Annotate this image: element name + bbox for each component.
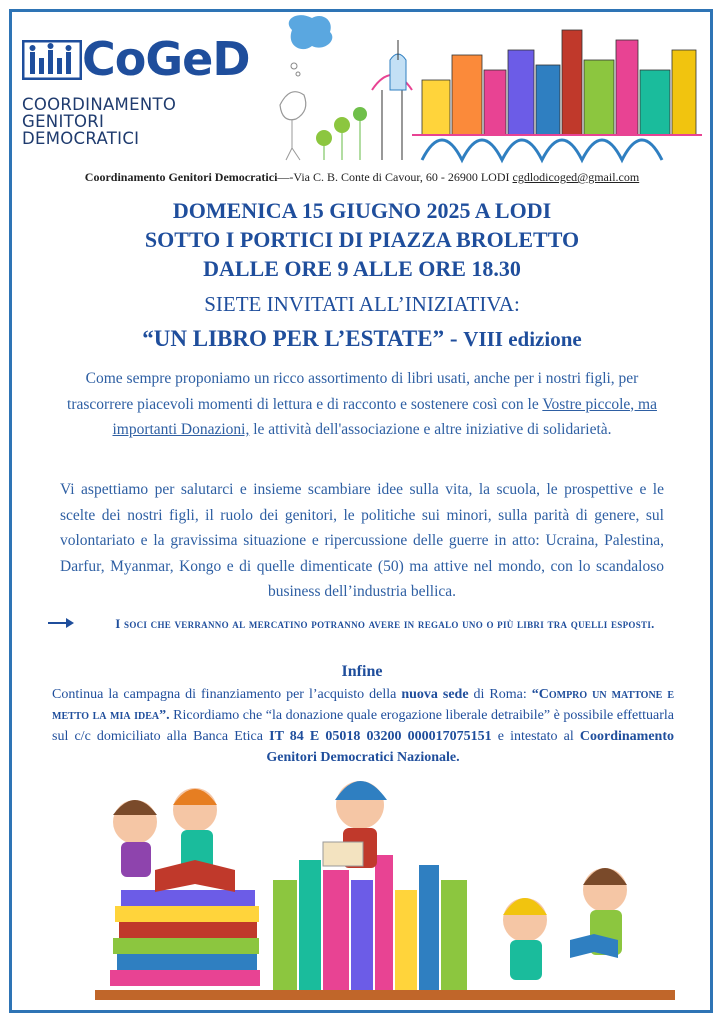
kids-reading-illustration [85,770,685,1010]
paragraph-topics: Vi aspettiamo per salutarci e insieme scambiare idee sulla vita, la scuola, le prospettive e le scelte dei nostri figli, il ruolo dei genitori, le politiche sui minori, sulla parità di genere, sul volontariato e la gravissima situazione e ripercussione delle guerre in atto: Ucraina, Palestina, Darfur, Myanmar, Kongo e di quelle dimenticate (50) ma attive nel mondo, con lo scandaloso business dell’industria bellica. [60,481,664,600]
headline-time: DALLE ORE 9 ALLE ORE 18.30 [203,256,521,281]
paragraph-funding: Continua la campagna di finanziamento per l’acquisto della nuova sede di Roma: “Compro un mattone e metto la mia idea”. Ricordiamo che “la donazione quale erogazione liberale detraibile” è possibile effettuarla sul c/c domiciliato alla Banca Etica IT 84 E 05018 03200 000017075151 e intestato al Coordinamento Genitori Democratici Nazionale. [52,687,675,765]
paragraph-intro: Come sempre proponiamo un ricco assortimento di libri usati, anche per i nostri figli, per trascorrere piacevoli momenti di lettura e di racconto e sostenere così con le Vostre piccole, ma importanti Donazioni, le attività dell'associazione e altre iniziative di solidarietà. [67,370,657,438]
invite-line: SIETE INVITATI ALL’INIZIATIVA: [204,292,520,316]
city-drawing-illustration [272,10,712,168]
email-link[interactable]: cgdlodicoged@gmail.com [512,170,640,184]
event-title: “UN LIBRO PER L’ESTATE” - VIII edizione [142,326,582,351]
address-line: Coordinamento Genitori Democratici—-Via C. B. Conte di Cavour, 60 - 26900 LODI cgdlodicoged@gmail.com [84,170,640,184]
infine-heading: Infine [341,663,383,680]
people-logo-icon [22,40,82,80]
members-note: I soci che verranno al mercatino potranno avere in regalo uno o più libri tra quelli esposti. [115,617,655,631]
logo-name: CoGeD [82,32,250,86]
headline-location: SOTTO I PORTICI DI PIAZZA BROLETTO [144,227,580,252]
headline-date: DOMENICA 15 GIUGNO 2025 A LODI [172,198,552,223]
logo-subtitle: COORDINAMENTO GENITORI DEMOCRATICI [22,95,177,148]
